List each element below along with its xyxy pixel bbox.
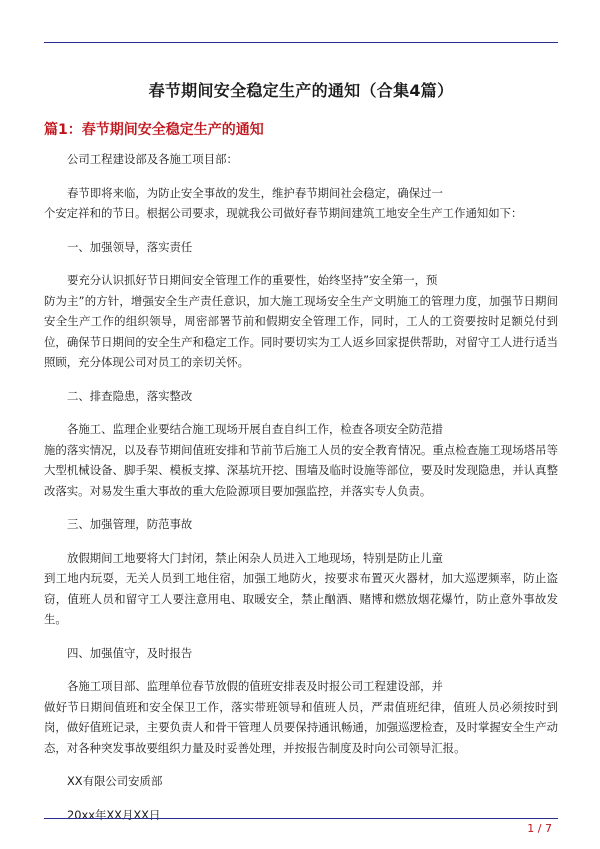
signature-text: XX有限公司安质部 bbox=[67, 774, 163, 788]
heading-4 bbox=[44, 643, 558, 664]
paragraph-2-rest: 施的落实情况，以及春节期间值班安排和节前节后施工人员的安全教育情况。重点检查施工现场塔吊等大型机械设备、脚手架、模板支撑、深基坑开挖、围墙及临时设施等部位，要及时发现隐患，并认真整改落实。对易发生重大事故的重大危险源项目要加强监控，并落实专人负责。 bbox=[44, 442, 558, 498]
section-title: 篇1：春节期间安全稳定生产的通知 bbox=[44, 122, 264, 138]
intro-text-2: 个安定祥和的节日。根据公司要求，现就我公司做好春节期间建筑工地安全生产工作通知如下： bbox=[44, 206, 523, 220]
paragraph-3-first-text: 放假期间工地要将大门封闭，禁止闲杂人员进入工地现场，特别是防止儿童 bbox=[67, 550, 443, 565]
paragraph-1-first-text: 要充分认识抓好节日期间安全管理工作的重要性，始终坚持”安全第一，预 bbox=[67, 273, 438, 287]
intro-line-1 bbox=[44, 183, 558, 204]
heading-4-text: 四、加强值守，及时报告 bbox=[67, 645, 193, 660]
paragraph-3-first bbox=[44, 548, 558, 569]
heading-1 bbox=[44, 237, 558, 258]
greeting bbox=[44, 149, 558, 170]
date-text: 20xx年XX月XX日 bbox=[67, 807, 161, 822]
paragraph-4-first-text: 各施工项目部、监理单位春节放假的值班安排表及时报公司工程建设部，并 bbox=[67, 679, 443, 693]
heading-2 bbox=[44, 386, 558, 407]
paragraph-1-first bbox=[44, 270, 558, 291]
heading-3-text: 三、加强管理，防范事故 bbox=[67, 517, 193, 531]
heading-1-text: 一、加强领导，落实责任 bbox=[67, 239, 193, 254]
date bbox=[44, 805, 558, 826]
paragraph-2-first bbox=[44, 419, 558, 440]
paragraph-4-rest: 做好节日期间值班和安全保卫工作，落实带班领导和值班人员，严肃值班纪律，值班人员必须按时到岗，做好值班记录，主要负责人和骨干管理人员要保持通讯畅通，加强巡逻检查，及时掌握安全生产动态，对各种突发事故要组织力量及时妥善处理，并按报告制度及时向公司领导汇报。 bbox=[44, 699, 558, 755]
paragraph-4-first bbox=[44, 676, 558, 697]
greeting-text: 公司工程建设部及各施工项目部： bbox=[67, 152, 238, 166]
paragraph-3-rest: 到工地内玩耍，无关人员到工地住宿，加强工地防火，按要求布置灭火器材，加大巡逻频率，防止盗窃，值班人员和留守工人要注意用电、取暖安全，禁止酗酒、赌博和燃放烟花爆竹，防止意外事故发生。 bbox=[44, 571, 558, 626]
paragraph-1-rest: 防为主”的方针，增强安全生产责任意识，加大施工现场安全生产文明施工的管理力度，加强节日期间安全生产工作的组织领导，周密部署节前和假期安全管理工作，同时，工人的工资要按时足额兑付到位，确保节日期间的安全生产和稳定工作。同时要切实为工人返乡回家提供帮助，对留守工人进行适当照顾，充分体现公司对员工的亲切关怀。 bbox=[44, 293, 558, 369]
heading-3 bbox=[44, 514, 558, 535]
header-rule bbox=[44, 42, 558, 43]
document-page bbox=[44, 48, 558, 825]
intro-text-1: 春节即将来临，为防止安全事故的发生，维护春节期间社会稳定，确保过一 bbox=[67, 185, 443, 200]
paragraph-2-first-text: 各施工、监理企业要结合施工现场开展自查自纠工作，检查各项安全防范措 bbox=[67, 422, 443, 436]
document-title: 春节期间安全稳定生产的通知（合集4篇） bbox=[148, 81, 454, 100]
footer-rule bbox=[44, 818, 558, 819]
page-indicator: 1 / 7 bbox=[527, 822, 552, 835]
heading-2-text: 二、排查隐患，落实整改 bbox=[67, 388, 193, 403]
signature bbox=[44, 771, 558, 792]
